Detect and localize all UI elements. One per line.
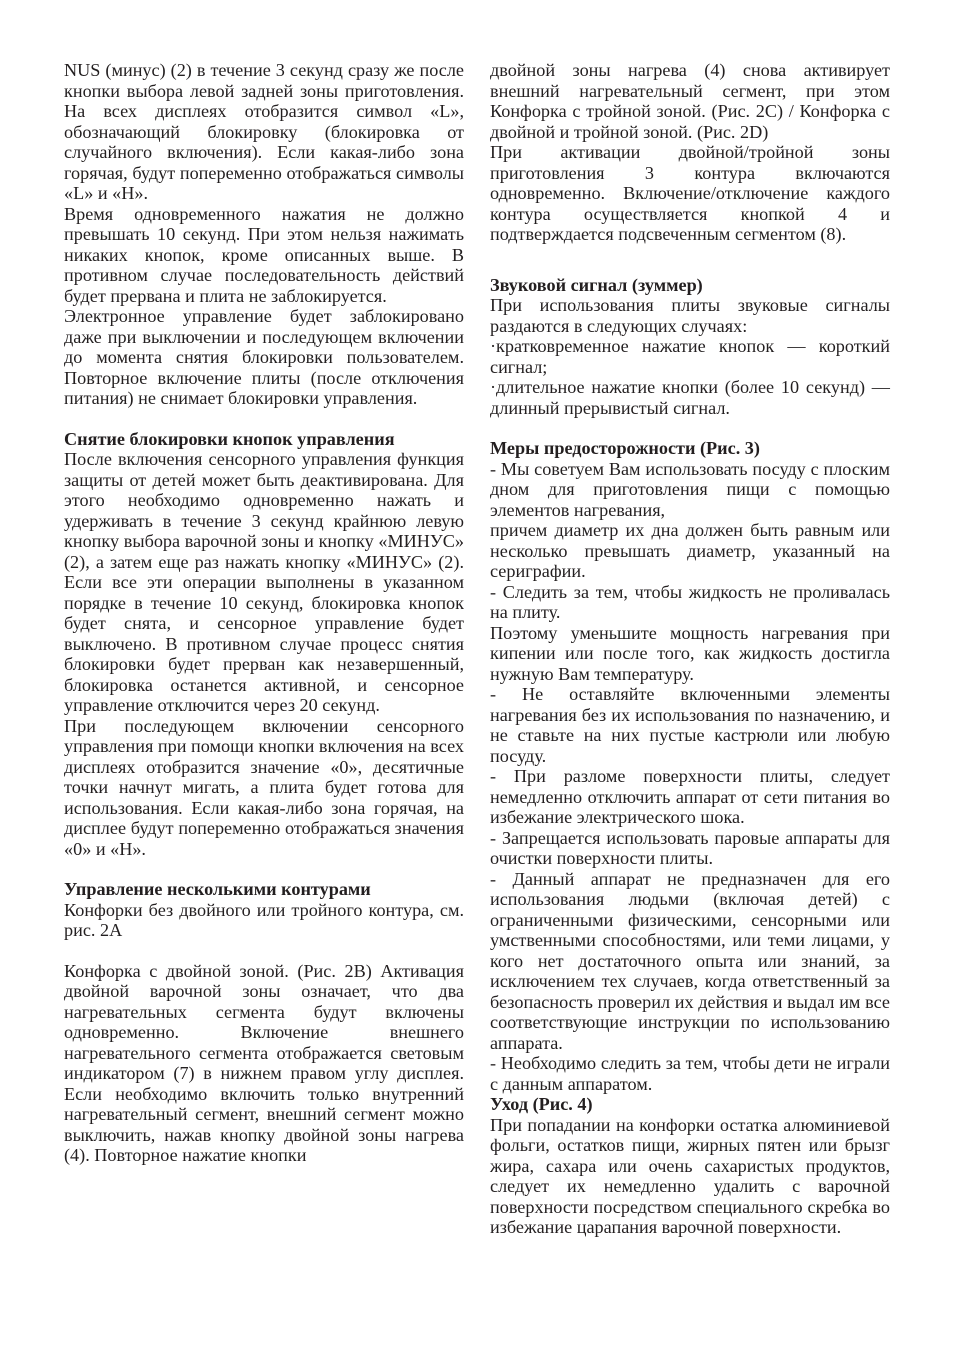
paragraph: При последующем включении сенсорного управления при помощи кнопки включения на всех дисплеях отобразится значение «0», десятичные точки начнут мигать, а плита будет готова для использования. Если какая-либо зона горячая, на дисплее будут попеременно отображаться значения «0» и «H». (64, 715, 464, 859)
section-heading-precautions: Меры предосторожности (Рис. 3) (490, 438, 760, 458)
paragraph: При использования плиты звуковые сигналы раздаются в следующих случаях: (490, 295, 890, 336)
section-heading-multi-circuit: Управление несколькими контурами (64, 879, 371, 899)
paragraph: - Запрещается использовать паровые аппараты для очистки поверхности плиты. (490, 827, 890, 868)
list-item: ·кратковременное нажатие кнопок — короткий сигнал; (490, 336, 890, 377)
paragraph: - Данный аппарат не предназначен для его использования людьми (включая детей) с ограниченными физическими, сенсорными или умственными способностями, или теми лицами, у кого нет достаточного опыта или знаний, за исключением тех случаев, когда ответственный за безопасность проверил их действия и выдал им все соответствующие инструкции по использованию аппарата. (490, 868, 890, 1053)
paragraph: причем диаметр их дна должен быть равным или несколько превышать диаметр, указанный на сериграфии. (490, 520, 890, 581)
paragraph: двойной зоны нагрева (4) снова активирует внешний нагревательный сегмент, при этом Конфорка с тройной зоной. (Рис. 2С) / Конфорка с двойной и тройной зоной. (Рис. 2D) (490, 60, 890, 142)
paragraph: Поэтому уменьшите мощность нагревания при кипении или после того, как жидкость достигла нужную Вам температуру. (490, 622, 890, 684)
section-heading-buzzer: Звуковой сигнал (зуммер) (490, 274, 703, 295)
paragraph: При активации двойной/тройной зоны приготовления 3 контура включаются одновременно. Включение/отключение каждого контура осуществляется кнопкой 4 и подтверждается подсвеченным сегментом (8). (490, 142, 890, 244)
paragraph: После включения сенсорного управления функция защиты от детей может быть деактивирована. Для этого необходимо одновременно нажать и удерживать в течение 3 секунд крайнюю левую кнопку выбора варочной зоны и кнопку «МИНУС» (2), а затем еще раз нажать кнопку «МИНУС» (2). Если все эти операции выполнены в указанном порядке в течение 10 секунд, блокировка кнопок будет снята, и сенсорное управление будет выключено. В противном случае процесс снятия блокировки будет прерван как незавершенный, блокировка останется активной, и сенсорное управление отключится через 20 секунд. (64, 449, 464, 715)
right-column (490, 60, 890, 1238)
paragraph: - При разломе поверхности плиты, следует немедленно отключить аппарат от сети питания во избежание электрического шока. (490, 766, 890, 827)
paragraph: - Мы советуем Вам использовать посуду с плоским дном для приготовления пищи с помощью элементов нагревания, (490, 458, 890, 520)
paragraph: Конфорка с двойной зоной. (Рис. 2В) Активация двойной варочной зоны означает, что два нагревательных сегмента будут включены одновременно. Включение внешнего нагревательного сегмента отображается световым индикатором (7) в нижнем правом углу дисплея. Если необходимо включить только внутренний нагревательный сегмент, внешний сегмент можно выключить, нажав кнопку двойной зоны нагрева (4). Повторное нажатие кнопки (64, 960, 464, 1165)
list-item: ·длительное нажатие кнопки (более 10 секунд) — длинный прерывистый сигнал. (490, 377, 890, 418)
paragraph: При попадании на конфорки остатка алюминиевой фольги, остатков пищи, жирных пятен или брызг жира, сахара или очень сахаристых продуктов, следует их немедленно удалить с варочной поверхности посредством специального скребка во избежание царапания варочной поверхности. (490, 1114, 890, 1237)
paragraph: - Необходимо следить за тем, чтобы дети не играли с данным аппаратом. (490, 1053, 890, 1094)
paragraph: Электронное управление будет заблокировано даже при выключении и последующем включении до момента снятия блокировки пользователем. Повторное включение плиты (после отключения питания) не снимает блокировки управления. (64, 306, 464, 408)
paragraph: NUS (минус) (2) в течение 3 секунд сразу же после кнопки выбора левой задней зоны приготовления. На всех дисплеях отобразится символ «L», обозначающий блокировку (блокировка от случайного включения). Если какая-либо зона горячая, будут попеременно отображаться символы «L» и «H». (64, 60, 464, 203)
paragraph: - Не оставляйте включенными элементы нагревания без их использования по назначению, и не ставьте на них пустые кастрюли или любую посуду. (490, 684, 890, 766)
section-heading-care: Уход (Рис. 4) (490, 1094, 593, 1114)
paragraph: Время одновременного нажатия не должно превышать 10 секунд. При этом нельзя нажимать никаких кнопок, кроме описанных выше. В противном случае последовательность действий будет прервана и плита не заблокируется. (64, 203, 464, 306)
left-column (64, 60, 464, 1166)
paragraph: - Следить за тем, чтобы жидкость не проливалась на плиту. (490, 581, 890, 622)
section-heading-unlock: Снятие блокировки кнопок управления (64, 428, 395, 449)
paragraph: Конфорки без двойного или тройного контура, см. рис. 2А (64, 899, 464, 940)
